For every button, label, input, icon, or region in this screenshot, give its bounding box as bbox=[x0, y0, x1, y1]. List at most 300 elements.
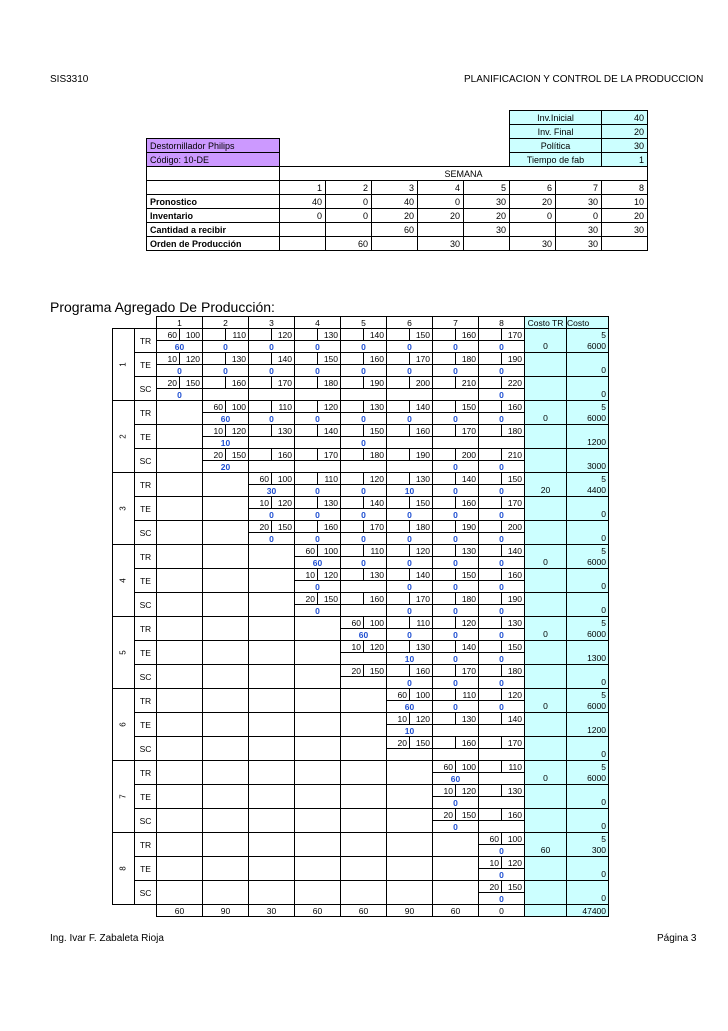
empty-cell bbox=[157, 545, 203, 569]
empty-cell bbox=[203, 545, 249, 569]
mrp-value bbox=[326, 223, 372, 237]
cost-value: 0 bbox=[567, 749, 609, 761]
capacity-value bbox=[433, 473, 456, 485]
unit-cost: 100 bbox=[410, 689, 433, 701]
unit-cost: 160 bbox=[272, 449, 295, 461]
costo-tr-amount: 0 bbox=[525, 701, 567, 713]
costo-tr-value bbox=[567, 353, 609, 365]
unit-cost: 200 bbox=[410, 377, 433, 389]
mrp-value: 40 bbox=[372, 195, 418, 209]
allocation-value: 20 bbox=[203, 461, 249, 473]
unit-cost: 160 bbox=[364, 593, 387, 605]
mrp-value bbox=[510, 223, 556, 237]
allocation-value bbox=[433, 389, 479, 401]
empty-cell bbox=[203, 737, 249, 761]
capacity-value bbox=[479, 401, 502, 413]
unit-cost: 190 bbox=[456, 521, 479, 533]
unit-cost: 150 bbox=[410, 329, 433, 341]
capacity-value bbox=[387, 497, 410, 509]
footer-author: Ing. Ivar F. Zabaleta Rioja bbox=[50, 933, 164, 944]
table-row bbox=[113, 905, 609, 917]
capacity-value: 10 bbox=[433, 785, 456, 797]
capacity-value bbox=[433, 689, 456, 701]
empty-cell bbox=[341, 737, 387, 761]
cost-value: 0 bbox=[567, 581, 609, 593]
allocation-value: 0 bbox=[433, 341, 479, 353]
allocation-value: 0 bbox=[387, 533, 433, 545]
param-value: 40 bbox=[602, 111, 648, 125]
unit-cost: 140 bbox=[502, 713, 525, 725]
capacity-value bbox=[433, 713, 456, 725]
table-cell bbox=[525, 761, 567, 773]
costo-tr-value bbox=[567, 785, 609, 797]
allocation-value bbox=[341, 461, 387, 473]
allocation-value: 0 bbox=[295, 413, 341, 425]
cost-value: 6000 bbox=[567, 701, 609, 713]
period-label bbox=[113, 689, 135, 761]
cost-value: 1200 bbox=[567, 725, 609, 737]
capacity-value bbox=[433, 593, 456, 605]
unit-cost: 110 bbox=[410, 617, 433, 629]
unit-cost: 130 bbox=[364, 569, 387, 581]
costo-tr-value bbox=[567, 593, 609, 605]
week-total: 30 bbox=[249, 905, 295, 917]
capacity-value bbox=[433, 569, 456, 581]
capacity-value bbox=[249, 449, 272, 461]
cost-value: 0 bbox=[567, 365, 609, 377]
empty-cell bbox=[387, 809, 433, 833]
allocation-value bbox=[203, 389, 249, 401]
allocation-value: 0 bbox=[341, 341, 387, 353]
table-row bbox=[113, 377, 609, 389]
period-number: 5 bbox=[118, 650, 128, 655]
allocation-value: 0 bbox=[249, 365, 295, 377]
empty-cell bbox=[203, 833, 249, 857]
allocation-value bbox=[387, 389, 433, 401]
cost-value: 0 bbox=[567, 389, 609, 401]
agg-week-header: 7 bbox=[433, 317, 479, 329]
capacity-value bbox=[433, 521, 456, 533]
agg-week-header: 3 bbox=[249, 317, 295, 329]
allocation-value bbox=[341, 653, 387, 665]
unit-cost: 160 bbox=[456, 737, 479, 749]
capacity-value bbox=[203, 353, 226, 365]
capacity-value bbox=[341, 593, 364, 605]
capacity-value: 10 bbox=[341, 641, 364, 653]
capacity-value bbox=[387, 401, 410, 413]
empty-cell bbox=[295, 809, 341, 833]
allocation-value: 0 bbox=[387, 677, 433, 689]
unit-cost: 120 bbox=[318, 569, 341, 581]
empty-cell bbox=[203, 785, 249, 809]
table-row bbox=[113, 545, 609, 557]
cost-value: 0 bbox=[567, 893, 609, 905]
allocation-value: 0 bbox=[479, 485, 525, 497]
shift-type: TE bbox=[135, 425, 157, 449]
empty-cell bbox=[157, 809, 203, 833]
allocation-value bbox=[479, 437, 525, 449]
empty-cell bbox=[341, 689, 387, 713]
capacity-value bbox=[433, 401, 456, 413]
empty-cell bbox=[249, 785, 295, 809]
allocation-value: 10 bbox=[203, 437, 249, 449]
unit-cost: 200 bbox=[456, 449, 479, 461]
mrp-table bbox=[146, 110, 648, 251]
unit-cost: 170 bbox=[410, 353, 433, 365]
capacity-value bbox=[479, 689, 502, 701]
mrp-row-label: Inventario bbox=[147, 209, 280, 223]
capacity-value: 20 bbox=[433, 809, 456, 821]
costo-tr-amount: 20 bbox=[525, 485, 567, 497]
allocation-value: 10 bbox=[387, 485, 433, 497]
empty-cell bbox=[387, 785, 433, 809]
capacity-value bbox=[433, 545, 456, 557]
allocation-value: 0 bbox=[341, 509, 387, 521]
period-number: 3 bbox=[118, 506, 128, 511]
table-row bbox=[147, 237, 648, 251]
empty-cell bbox=[203, 521, 249, 545]
table-row bbox=[113, 641, 609, 653]
empty-cell bbox=[157, 521, 203, 545]
unit-cost: 130 bbox=[502, 785, 525, 797]
capacity-value bbox=[387, 593, 410, 605]
capacity-value bbox=[295, 353, 318, 365]
capacity-value bbox=[387, 617, 410, 629]
unit-cost: 150 bbox=[180, 377, 203, 389]
empty-cell bbox=[295, 737, 341, 761]
capacity-value bbox=[433, 329, 456, 341]
unit-cost: 170 bbox=[502, 329, 525, 341]
allocation-value bbox=[433, 725, 479, 737]
capacity-value bbox=[433, 737, 456, 749]
unit-cost: 150 bbox=[272, 521, 295, 533]
period-label bbox=[113, 401, 135, 473]
unit-cost: 180 bbox=[410, 521, 433, 533]
costo-tr-amount bbox=[525, 797, 567, 809]
capacity-value bbox=[433, 665, 456, 677]
capacity-value bbox=[387, 569, 410, 581]
capacity-value: 60 bbox=[203, 401, 226, 413]
empty-cell bbox=[341, 809, 387, 833]
allocation-value: 0 bbox=[479, 629, 525, 641]
costo-tr-amount bbox=[525, 509, 567, 521]
capacity-value bbox=[341, 497, 364, 509]
allocation-value: 0 bbox=[433, 557, 479, 569]
cost-value: 6000 bbox=[567, 629, 609, 641]
table-row bbox=[147, 125, 648, 139]
allocation-value: 60 bbox=[295, 557, 341, 569]
empty-cell bbox=[295, 833, 341, 857]
mrp-value: 0 bbox=[418, 195, 464, 209]
costo-tr-value bbox=[567, 641, 609, 653]
allocation-value: 0 bbox=[387, 341, 433, 353]
empty-cell bbox=[387, 857, 433, 881]
empty-cell bbox=[157, 641, 203, 665]
table-row bbox=[113, 365, 609, 377]
allocation-value: 0 bbox=[387, 557, 433, 569]
period-label bbox=[113, 329, 135, 401]
unit-cost: 150 bbox=[318, 353, 341, 365]
allocation-value: 0 bbox=[433, 485, 479, 497]
capacity-value bbox=[295, 425, 318, 437]
unit-cost: 100 bbox=[502, 833, 525, 845]
week-number: 7 bbox=[556, 181, 602, 195]
unit-cost: 160 bbox=[502, 569, 525, 581]
mrp-value: 0 bbox=[510, 209, 556, 223]
table-row bbox=[113, 473, 609, 485]
table-cell bbox=[525, 377, 567, 389]
empty-cell bbox=[295, 857, 341, 881]
mrp-value bbox=[602, 237, 648, 251]
unit-cost: 130 bbox=[410, 641, 433, 653]
shift-type: SC bbox=[135, 809, 157, 833]
table-cell bbox=[525, 593, 567, 605]
allocation-value: 0 bbox=[249, 413, 295, 425]
costo-tr-value: 5 bbox=[567, 617, 609, 629]
allocation-value: 0 bbox=[479, 677, 525, 689]
empty-cell bbox=[157, 833, 203, 857]
allocation-value: 0 bbox=[295, 533, 341, 545]
table-row bbox=[113, 737, 609, 749]
empty-cell bbox=[203, 761, 249, 785]
empty-cell bbox=[157, 857, 203, 881]
table-row bbox=[147, 167, 648, 181]
allocation-value bbox=[295, 461, 341, 473]
allocation-value: 0 bbox=[295, 485, 341, 497]
shift-type: TR bbox=[135, 329, 157, 353]
mrp-value bbox=[418, 223, 464, 237]
capacity-value bbox=[295, 401, 318, 413]
allocation-value: 0 bbox=[479, 389, 525, 401]
week-total: 90 bbox=[387, 905, 433, 917]
capacity-value: 10 bbox=[249, 497, 272, 509]
unit-cost: 160 bbox=[456, 329, 479, 341]
shift-type: TR bbox=[135, 545, 157, 569]
mrp-value: 30 bbox=[418, 237, 464, 251]
cost-value: 6000 bbox=[567, 557, 609, 569]
capacity-value bbox=[479, 377, 502, 389]
mrp-value: 0 bbox=[556, 209, 602, 223]
capacity-value: 10 bbox=[295, 569, 318, 581]
unit-cost: 140 bbox=[364, 329, 387, 341]
table-cell bbox=[525, 857, 567, 869]
period-label bbox=[113, 833, 135, 905]
product-name: Destornillador Philips bbox=[147, 139, 280, 153]
empty-cell bbox=[341, 713, 387, 737]
shift-type: TE bbox=[135, 569, 157, 593]
unit-cost: 140 bbox=[272, 353, 295, 365]
allocation-value: 0 bbox=[341, 485, 387, 497]
costo-tr-amount: 0 bbox=[525, 773, 567, 785]
unit-cost: 120 bbox=[272, 329, 295, 341]
costo-tr-amount bbox=[525, 533, 567, 545]
table-row bbox=[113, 809, 609, 821]
unit-cost: 160 bbox=[410, 665, 433, 677]
allocation-value: 0 bbox=[433, 677, 479, 689]
table-row bbox=[113, 617, 609, 629]
period-number: 2 bbox=[118, 434, 128, 439]
unit-cost: 140 bbox=[364, 497, 387, 509]
empty-cell bbox=[203, 689, 249, 713]
allocation-value: 0 bbox=[479, 845, 525, 857]
allocation-value: 0 bbox=[479, 581, 525, 593]
shift-type: SC bbox=[135, 377, 157, 401]
capacity-value bbox=[341, 425, 364, 437]
costo-tr-value bbox=[567, 881, 609, 893]
cost-value: 1300 bbox=[567, 653, 609, 665]
capacity-value bbox=[387, 449, 410, 461]
empty-cell bbox=[157, 617, 203, 641]
unit-cost: 170 bbox=[502, 497, 525, 509]
costo-tr-value: 5 bbox=[567, 761, 609, 773]
allocation-value: 30 bbox=[249, 485, 295, 497]
capacity-value: 20 bbox=[157, 377, 180, 389]
capacity-value: 10 bbox=[157, 353, 180, 365]
unit-cost: 150 bbox=[364, 665, 387, 677]
table-row bbox=[113, 689, 609, 701]
cost-value: 4400 bbox=[567, 485, 609, 497]
allocation-value: 0 bbox=[433, 629, 479, 641]
mrp-value: 30 bbox=[556, 195, 602, 209]
allocation-value bbox=[341, 677, 387, 689]
week-total: 60 bbox=[157, 905, 203, 917]
unit-cost: 100 bbox=[226, 401, 249, 413]
allocation-value bbox=[341, 581, 387, 593]
costo-tr-amount: 0 bbox=[525, 341, 567, 353]
allocation-value bbox=[341, 605, 387, 617]
costo-tr-value bbox=[567, 377, 609, 389]
unit-cost: 210 bbox=[456, 377, 479, 389]
costo-tr-amount: 0 bbox=[525, 557, 567, 569]
unit-cost: 120 bbox=[456, 617, 479, 629]
costo-tr-amount bbox=[525, 869, 567, 881]
allocation-value: 0 bbox=[433, 509, 479, 521]
week-number: 5 bbox=[464, 181, 510, 195]
costo-header: Costo bbox=[567, 317, 609, 329]
table-cell bbox=[525, 473, 567, 485]
shift-type: SC bbox=[135, 665, 157, 689]
unit-cost: 120 bbox=[272, 497, 295, 509]
capacity-value: 20 bbox=[387, 737, 410, 749]
unit-cost: 170 bbox=[456, 425, 479, 437]
empty-cell bbox=[249, 593, 295, 617]
shift-type: SC bbox=[135, 881, 157, 905]
capacity-value: 60 bbox=[479, 833, 502, 845]
param-value: 1 bbox=[602, 153, 648, 167]
unit-cost: 170 bbox=[410, 593, 433, 605]
unit-cost: 140 bbox=[410, 401, 433, 413]
costo-tr-value: 5 bbox=[567, 401, 609, 413]
allocation-value bbox=[479, 797, 525, 809]
capacity-value bbox=[387, 641, 410, 653]
allocation-value: 0 bbox=[295, 581, 341, 593]
allocation-value: 0 bbox=[295, 341, 341, 353]
unit-cost: 120 bbox=[180, 353, 203, 365]
capacity-value bbox=[341, 521, 364, 533]
allocation-value: 0 bbox=[295, 365, 341, 377]
costo-tr-value: 5 bbox=[567, 833, 609, 845]
allocation-value bbox=[433, 749, 479, 761]
allocation-value bbox=[387, 749, 433, 761]
costo-tr-value bbox=[567, 449, 609, 461]
table-row bbox=[147, 195, 648, 209]
allocation-value: 0 bbox=[479, 413, 525, 425]
capacity-value: 60 bbox=[295, 545, 318, 557]
unit-cost: 170 bbox=[502, 737, 525, 749]
unit-cost: 160 bbox=[502, 401, 525, 413]
allocation-value: 0 bbox=[433, 605, 479, 617]
table-row bbox=[113, 833, 609, 845]
allocation-value: 0 bbox=[341, 365, 387, 377]
empty-cell bbox=[157, 401, 203, 425]
costo-tr-value: 5 bbox=[567, 329, 609, 341]
allocation-value: 0 bbox=[387, 413, 433, 425]
shift-type: TE bbox=[135, 713, 157, 737]
table-cell bbox=[525, 497, 567, 509]
cost-value: 300 bbox=[567, 845, 609, 857]
mrp-row-label: Pronostico bbox=[147, 195, 280, 209]
unit-cost: 220 bbox=[502, 377, 525, 389]
param-label: Tiempo de fab bbox=[510, 153, 602, 167]
table-row bbox=[113, 857, 609, 869]
unit-cost: 190 bbox=[502, 593, 525, 605]
costo-tr-amount bbox=[525, 605, 567, 617]
allocation-value bbox=[479, 773, 525, 785]
table-row bbox=[113, 329, 609, 341]
allocation-value bbox=[479, 821, 525, 833]
table-row bbox=[113, 497, 609, 509]
unit-cost: 190 bbox=[410, 449, 433, 461]
unit-cost: 110 bbox=[318, 473, 341, 485]
cost-value: 0 bbox=[567, 605, 609, 617]
empty-cell bbox=[203, 881, 249, 905]
allocation-value: 10 bbox=[387, 725, 433, 737]
costo-tr-value: 5 bbox=[567, 545, 609, 557]
capacity-value: 60 bbox=[433, 761, 456, 773]
unit-cost: 160 bbox=[318, 521, 341, 533]
unit-cost: 110 bbox=[456, 689, 479, 701]
table-cell bbox=[113, 905, 157, 917]
table-cell bbox=[525, 737, 567, 749]
agg-week-header: 5 bbox=[341, 317, 387, 329]
shift-type: TR bbox=[135, 689, 157, 713]
capacity-value bbox=[479, 473, 502, 485]
capacity-value: 60 bbox=[387, 689, 410, 701]
week-total: 60 bbox=[341, 905, 387, 917]
allocation-value bbox=[341, 389, 387, 401]
unit-cost: 130 bbox=[456, 713, 479, 725]
allocation-value: 0 bbox=[433, 653, 479, 665]
param-label: Política bbox=[510, 139, 602, 153]
product-code: Código: 10-DE bbox=[147, 153, 280, 167]
unit-cost: 170 bbox=[318, 449, 341, 461]
allocation-value bbox=[479, 725, 525, 737]
capacity-value bbox=[433, 353, 456, 365]
capacity-value bbox=[479, 617, 502, 629]
empty-cell bbox=[157, 473, 203, 497]
cost-value: 6000 bbox=[567, 341, 609, 353]
allocation-value: 0 bbox=[479, 557, 525, 569]
costo-tr-amount bbox=[525, 365, 567, 377]
allocation-value: 0 bbox=[433, 581, 479, 593]
empty-cell bbox=[157, 497, 203, 521]
table-cell bbox=[525, 545, 567, 557]
empty-cell bbox=[157, 761, 203, 785]
mrp-row-label: Cantidad a recibir bbox=[147, 223, 280, 237]
unit-cost: 140 bbox=[502, 545, 525, 557]
capacity-value: 60 bbox=[341, 617, 364, 629]
mrp-value: 60 bbox=[372, 223, 418, 237]
